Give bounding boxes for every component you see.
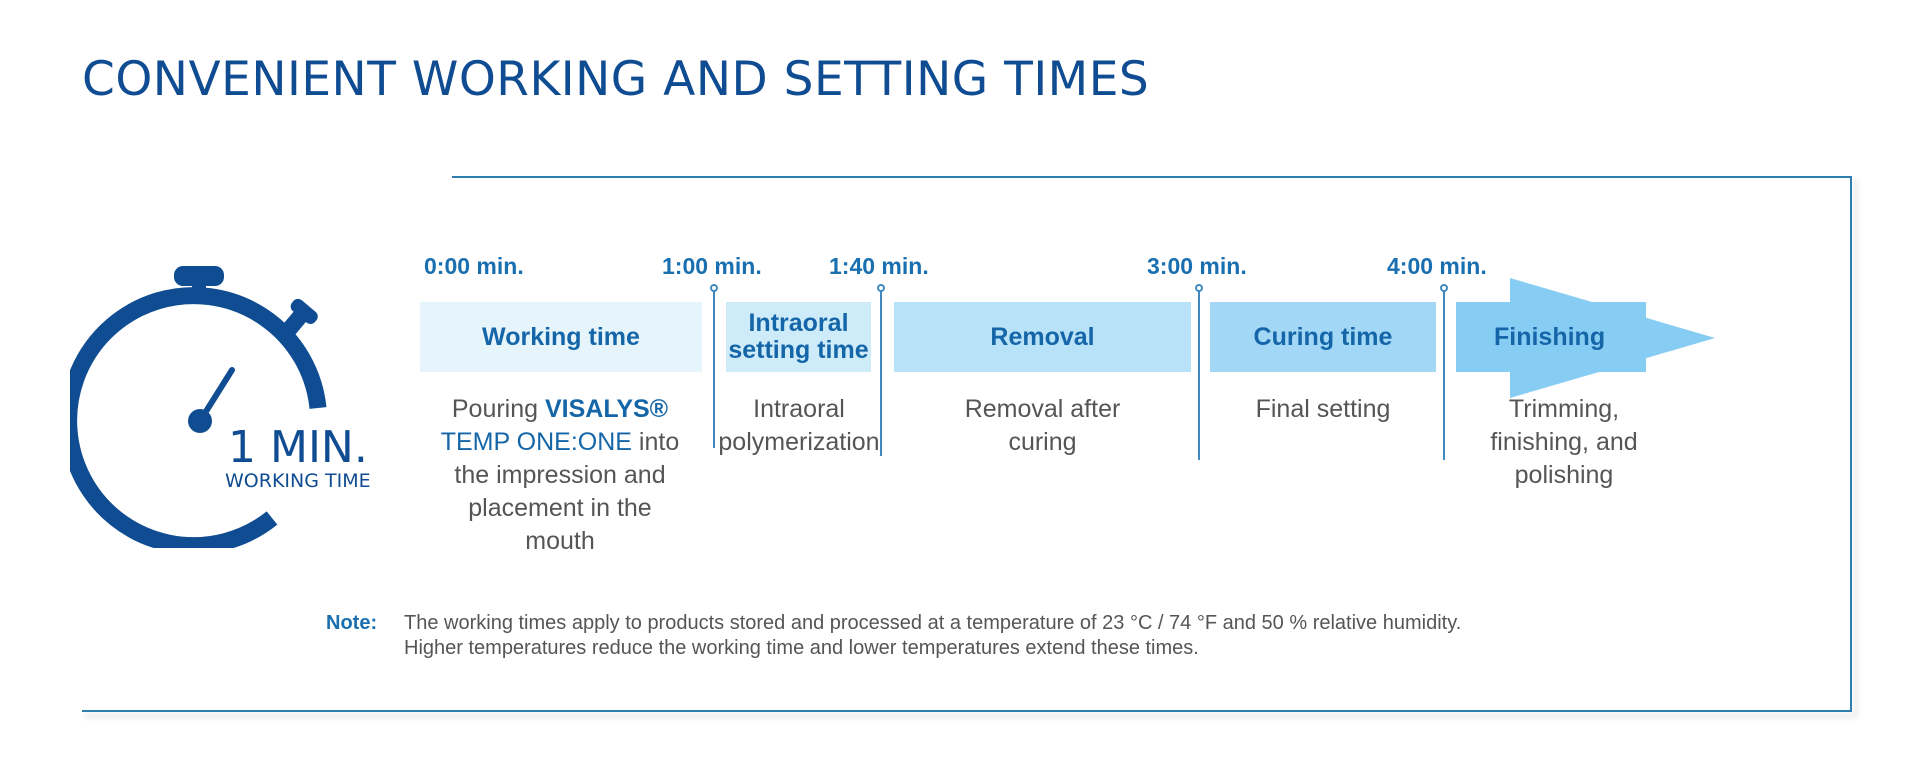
phase-label-removal: Removal <box>990 322 1095 351</box>
phase-desc-curing: Final setting <box>1255 395 1391 423</box>
frame-right-border <box>1850 176 1852 712</box>
phase-bar-finishing <box>1456 302 1646 372</box>
timeline-tick-3 <box>1198 288 1200 460</box>
desc-text: into the impression and placement in the mouth <box>454 428 680 555</box>
timeline-tick-4 <box>1443 288 1445 460</box>
time-label-3: 3:00 min. <box>1147 253 1247 279</box>
page-title: CONVENIENT WORKING AND SETTING TIMES <box>82 52 1150 107</box>
time-label-2: 1:40 min. <box>829 253 929 279</box>
brand-name: VISALYS® <box>545 395 669 423</box>
phase-bar-removal <box>894 302 1191 372</box>
phase-bar-curing-time <box>1210 302 1436 372</box>
phase-desc-finishing: Trimming, finishing, and polishing <box>1490 395 1638 489</box>
time-label-0: 0:00 min. <box>424 253 524 279</box>
frame-top-border <box>452 176 1852 178</box>
phase-desc-removal: Removal after curing <box>964 395 1121 456</box>
phase-label-working-time: Working time <box>482 322 640 351</box>
phase-desc-working-time <box>440 393 680 558</box>
frame-bottom-border <box>82 710 1852 712</box>
note-line-1: The working times apply to products stored and processed at a temperature of 23 °C / 74 °F and 50 % relative humidity. <box>404 612 1462 634</box>
desc-text: Pouring <box>451 395 545 423</box>
note-line-2: Higher temperatures reduce the working time and lower temperatures extend these times. <box>404 637 1199 659</box>
stopwatch-icon <box>70 258 390 548</box>
phase-label-finishing: Finishing <box>1494 322 1606 351</box>
phase-bar-intraoral-setting <box>726 302 871 372</box>
stopwatch-small-text: WORKING TIME <box>225 470 371 492</box>
note-label: Note: <box>326 612 378 634</box>
time-label-1: 1:00 min. <box>662 253 762 279</box>
brand-product: TEMP ONE:ONE <box>440 428 632 456</box>
phase-bar-working-time <box>420 302 702 372</box>
phase-label-intraoral-line1: Intraoral <box>748 309 849 337</box>
phase-desc-intraoral: Intraoral polymerization <box>718 395 880 456</box>
phase-label-curing-time: Curing time <box>1253 322 1393 351</box>
phase-label-intraoral-line2: setting time <box>728 336 869 364</box>
time-label-4: 4:00 min. <box>1387 253 1487 279</box>
stopwatch-big-text: 1 MIN. <box>228 422 368 473</box>
